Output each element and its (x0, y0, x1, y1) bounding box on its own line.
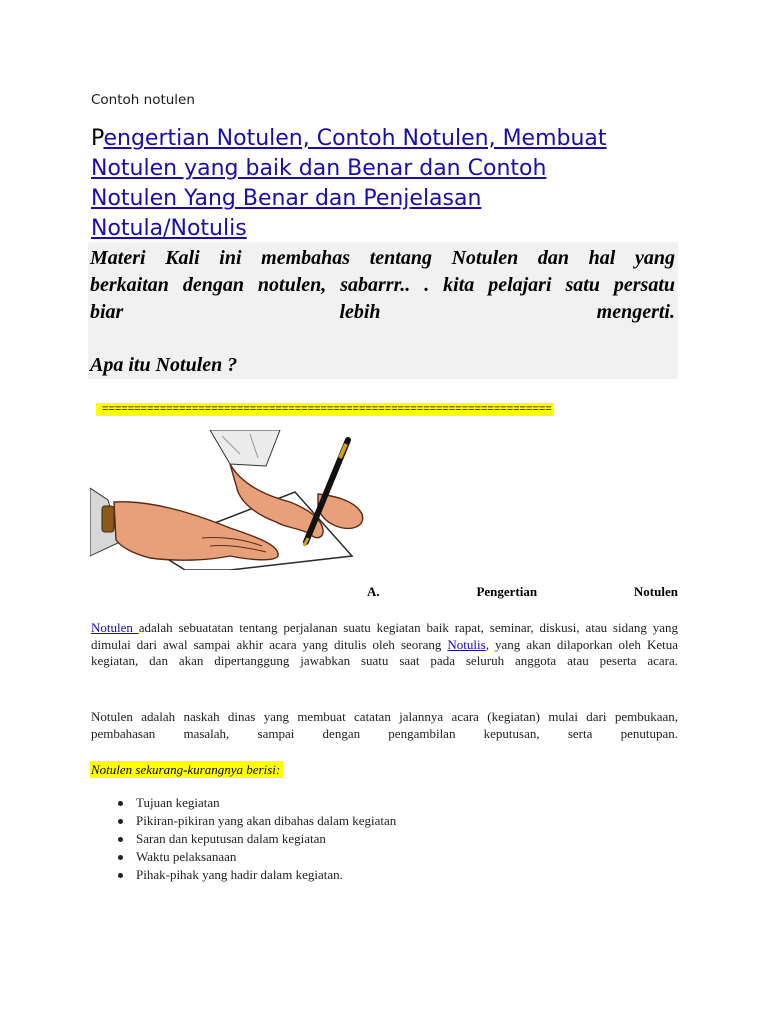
document-label: Contoh notulen (91, 92, 195, 108)
title-link-line3[interactable]: Notulen Yang Benar dan Penjelasan (91, 186, 482, 211)
title-link-line2[interactable]: Notulen yang baik dan Benar dan Contoh (91, 156, 547, 181)
intro-line-1: Materi Kali ini membahas tentang Notulen dan hal yang (90, 247, 675, 269)
section-number: A. (367, 584, 380, 599)
list-item: Tujuan kegiatan (118, 794, 396, 812)
section-title (367, 584, 678, 600)
paragraph-description: Notulen adalah naskah dinas yang membuat catatan jalannya acara (kegiatan) mulai dari pembukaan, pembahasan masalah, sampai dengan pengambilan keputusan, serta penutupan. (91, 709, 678, 741)
title-first-letter: P (91, 126, 104, 151)
paragraph-text: , yang akan dilaporkan oleh Ketua kegiatan, dan akan dipertanggung jawabkan suatu saat pada seluruh anggota atau peserta acara. (91, 636, 679, 668)
intro-line-3 (90, 299, 675, 326)
paragraph-definition (91, 620, 678, 670)
list-item: Pikiran-pikiran yang akan dibahas dalam kegiatan (118, 812, 396, 830)
paragraph-text: adalah sebuatatan tentang perjalanan suatu kegiatan baik rapat, seminar, diskusi, atau sidang yang dimulai dari awal sampai akhir acara yang ditulis oleh seorang (91, 620, 678, 652)
section-word: Pengertian (476, 584, 538, 599)
watch-icon (102, 506, 114, 532)
notulen-link[interactable]: Notulen (91, 620, 139, 635)
content-list (118, 794, 396, 884)
section-word: Notulen (633, 584, 678, 599)
list-item: Pihak-pihak yang hadir dalam kegiatan. (118, 866, 396, 884)
intro-line-2: berkaitan dengan notulen, sabarrr.. . kita pelajari satu persatu (90, 274, 675, 296)
highlighted-subheading: Notulen sekurang-kurangnya berisi: (90, 761, 283, 778)
intro-question: Apa itu Notulen ? (90, 354, 238, 376)
intro-word: biar (90, 301, 124, 323)
title-link-line1[interactable]: engertian Notulen, Contoh Notulen, Membuat (103, 126, 607, 151)
intro-word: lebih (339, 301, 381, 323)
separator-line: ====================================================================== (96, 403, 554, 416)
page-title (91, 124, 691, 244)
intro-word: mengerti. (596, 301, 675, 323)
right-sleeve (210, 430, 280, 466)
title-link-line4[interactable]: Notula/Notulis (91, 216, 247, 241)
list-item: Waktu pelaksanaan (118, 848, 396, 866)
list-item: Saran dan keputusan dalam kegiatan (118, 830, 396, 848)
intro-text (90, 245, 675, 326)
hands-writing-illustration (90, 430, 366, 570)
notulis-link[interactable]: Notulis (447, 636, 486, 652)
